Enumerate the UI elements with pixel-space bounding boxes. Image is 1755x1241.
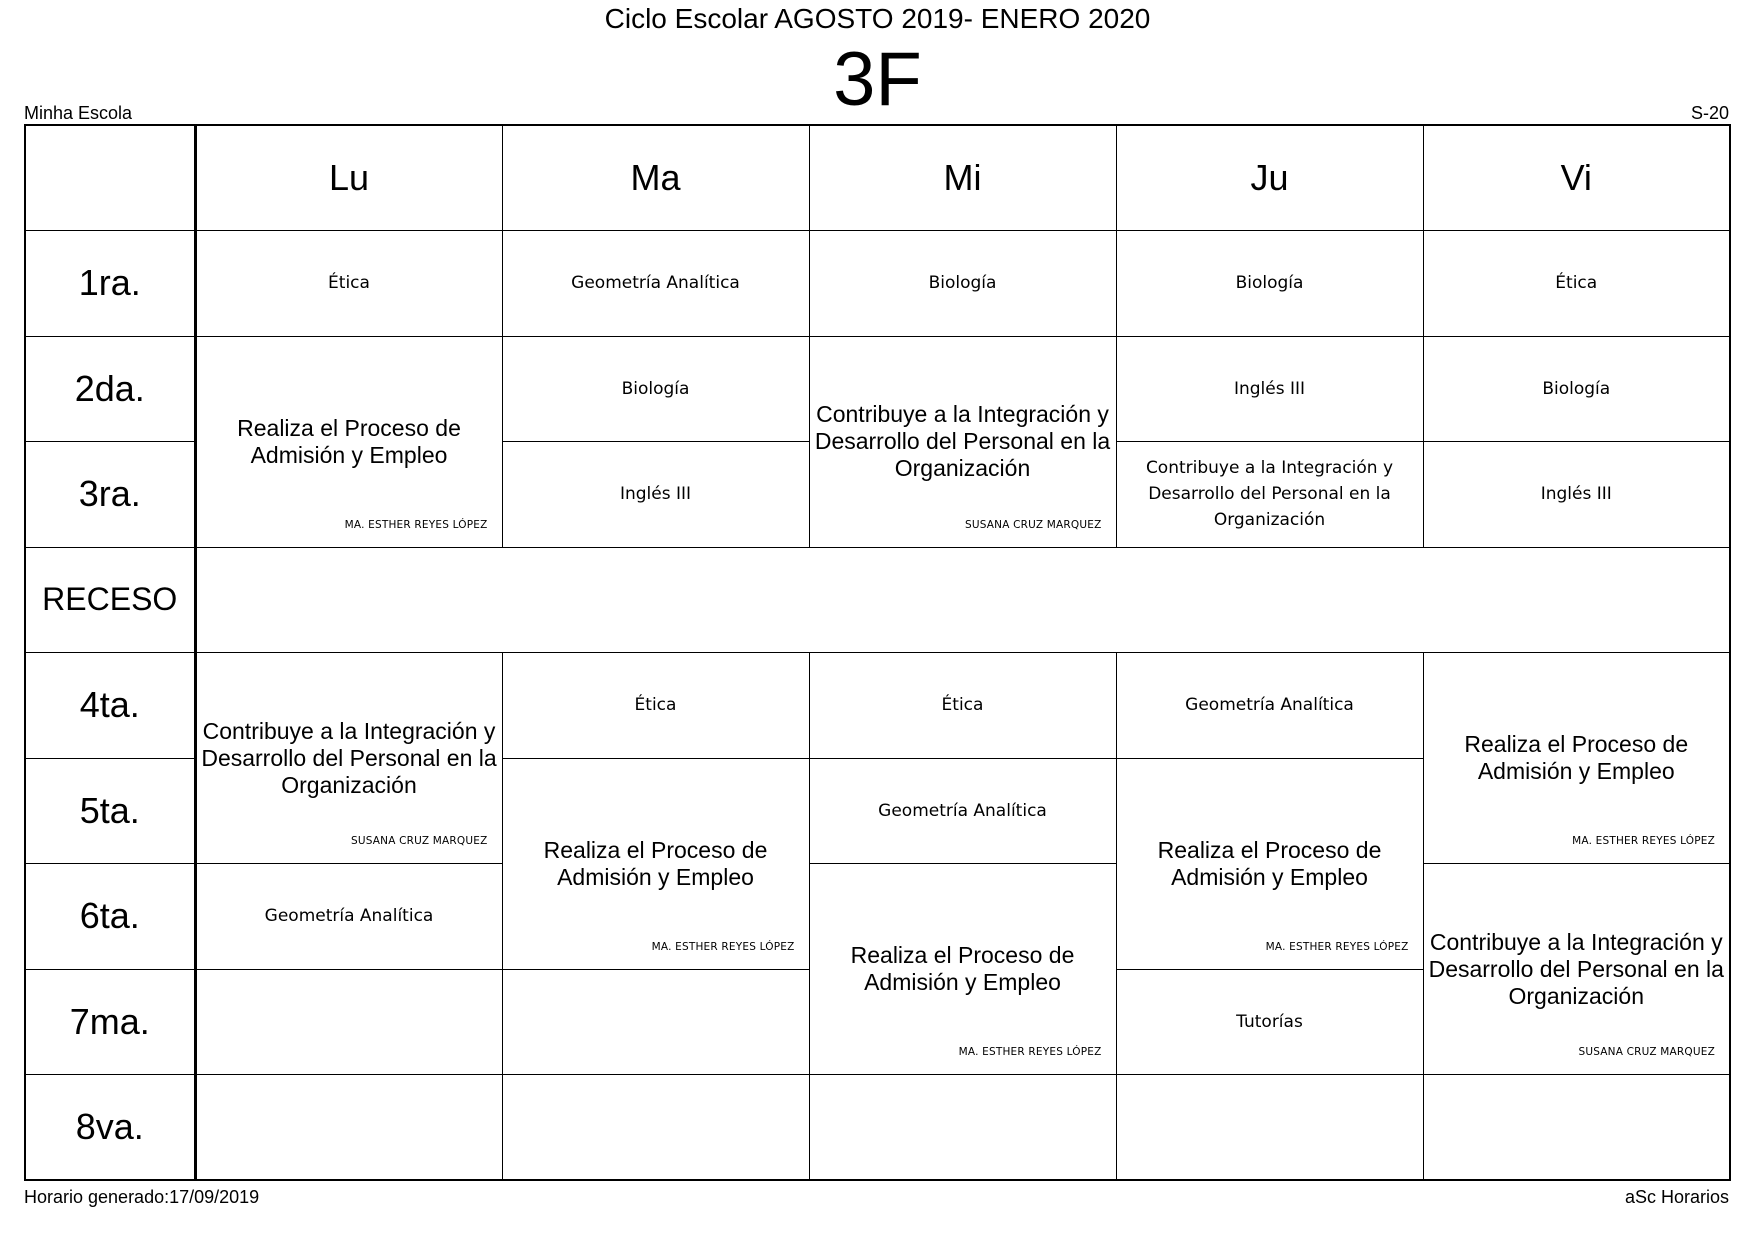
lesson-teacher: MA. ESTHER REYES LÓPEZ [1572, 835, 1715, 847]
lesson-cell: Inglés III [1423, 442, 1730, 548]
lesson-cell [809, 336, 1116, 547]
lesson-cell: Geometría Analítica [1116, 653, 1423, 759]
lesson-cell: Biología [1423, 336, 1730, 442]
empty-cell [1423, 1075, 1730, 1181]
empty-cell [502, 1075, 809, 1181]
lesson-cell: Geometría Analítica [195, 864, 502, 970]
schedule-title: Ciclo Escolar AGOSTO 2019- ENERO 2020 [604, 3, 1151, 34]
period-label: 4ta. [25, 653, 195, 759]
lesson-teacher: SUSANA CRUZ MARQUEZ [964, 518, 1102, 531]
lesson-subject: Realiza el Proceso de Admisión y Empleo [1157, 836, 1382, 890]
period-label: 2da. [25, 336, 195, 442]
lesson-cell [1423, 864, 1730, 1075]
day-header-ma: Ma [502, 125, 809, 231]
lesson-subject: Realiza el Proceso de Admisión y Empleo [850, 942, 1075, 995]
period-row-4 [25, 653, 1730, 759]
lesson-cell [1423, 653, 1730, 864]
period-label: 8va. [25, 1075, 195, 1181]
lesson-teacher: SUSANA CRUZ MARQUEZ [1578, 1046, 1715, 1058]
day-header-vi: Vi [1423, 125, 1730, 231]
day-header-lu: Lu [195, 125, 502, 231]
lesson-cell: Geometría Analítica [502, 231, 809, 337]
lesson-subject: Contribuye a la Integración y Desarrollo del Personal en la Organización [814, 401, 1111, 481]
timetable [24, 124, 1731, 1181]
period-label: 6ta. [25, 864, 195, 970]
period-label: 1ra. [25, 231, 195, 337]
lesson-cell: Biología [1116, 231, 1423, 337]
school-name: Minha Escola [24, 103, 133, 123]
period-row-8 [25, 1075, 1730, 1181]
lesson-cell: Biología [502, 336, 809, 442]
lesson-cell: Inglés III [1116, 336, 1423, 442]
period-row-6 [25, 864, 1730, 970]
empty-cell [195, 1075, 502, 1181]
lesson-teacher: MA. ESTHER REYES LÓPEZ [344, 518, 488, 531]
recess-row [25, 547, 1730, 653]
lesson-cell: Inglés III [502, 442, 809, 548]
day-header-ju: Ju [1116, 125, 1423, 231]
lesson-subject: Contribuye a la Integración y Desarrollo del Personal en la Organización [1428, 928, 1724, 1009]
corner-cell [25, 125, 195, 231]
lesson-cell: Geometría Analítica [809, 758, 1116, 864]
lesson-cell [1116, 758, 1423, 969]
lesson-subject: Realiza el Proceso de Admisión y Empleo [543, 836, 768, 890]
lesson-teacher: MA. ESTHER REYES LÓPEZ [651, 940, 795, 953]
lesson-subject: Realiza el Proceso de Admisión y Empleo [1464, 731, 1689, 784]
lesson-teacher: MA. ESTHER REYES LÓPEZ [1265, 940, 1409, 953]
lesson-teacher: SUSANA CRUZ MARQUEZ [350, 835, 488, 847]
lesson-cell: Biología [809, 231, 1116, 337]
software-credit: aSc Horarios [1624, 1187, 1729, 1207]
empty-cell [195, 969, 502, 1075]
lesson-cell: Ética [1423, 231, 1730, 337]
recess-cell [195, 547, 1730, 653]
lesson-cell: Tutorías [1116, 969, 1423, 1075]
lesson-cell [809, 864, 1116, 1075]
header-row [25, 125, 1730, 231]
empty-cell [502, 969, 809, 1075]
lesson-cell: Ética [502, 653, 809, 759]
generated-date: Horario generado:17/09/2019 [24, 1187, 260, 1207]
room-code: S-20 [1690, 103, 1729, 123]
lesson-subject: Contribuye a la Integración y Desarrollo del Personal en la Organización [201, 717, 497, 798]
period-label: 5ta. [25, 758, 195, 864]
day-header-mi: Mi [809, 125, 1116, 231]
lesson-teacher: MA. ESTHER REYES LÓPEZ [958, 1046, 1102, 1058]
lesson-cell: Ética [195, 231, 502, 337]
lesson-cell: Contribuye a la Integración y Desarrollo del Personal en la Organización [1116, 442, 1423, 548]
lesson-subject: Realiza el Proceso de Admisión y Empleo [237, 414, 461, 468]
group-name: 3F [833, 37, 922, 122]
lesson-cell [195, 336, 502, 547]
empty-cell [809, 1075, 1116, 1181]
period-row-1 [25, 231, 1730, 337]
lesson-cell [195, 653, 502, 864]
lesson-cell [502, 758, 809, 969]
lesson-cell: Ética [809, 653, 1116, 759]
period-label: 7ma. [25, 969, 195, 1075]
period-label: 3ra. [25, 442, 195, 548]
period-label: RECESO [25, 547, 195, 653]
empty-cell [1116, 1075, 1423, 1181]
period-row-2 [25, 336, 1730, 442]
